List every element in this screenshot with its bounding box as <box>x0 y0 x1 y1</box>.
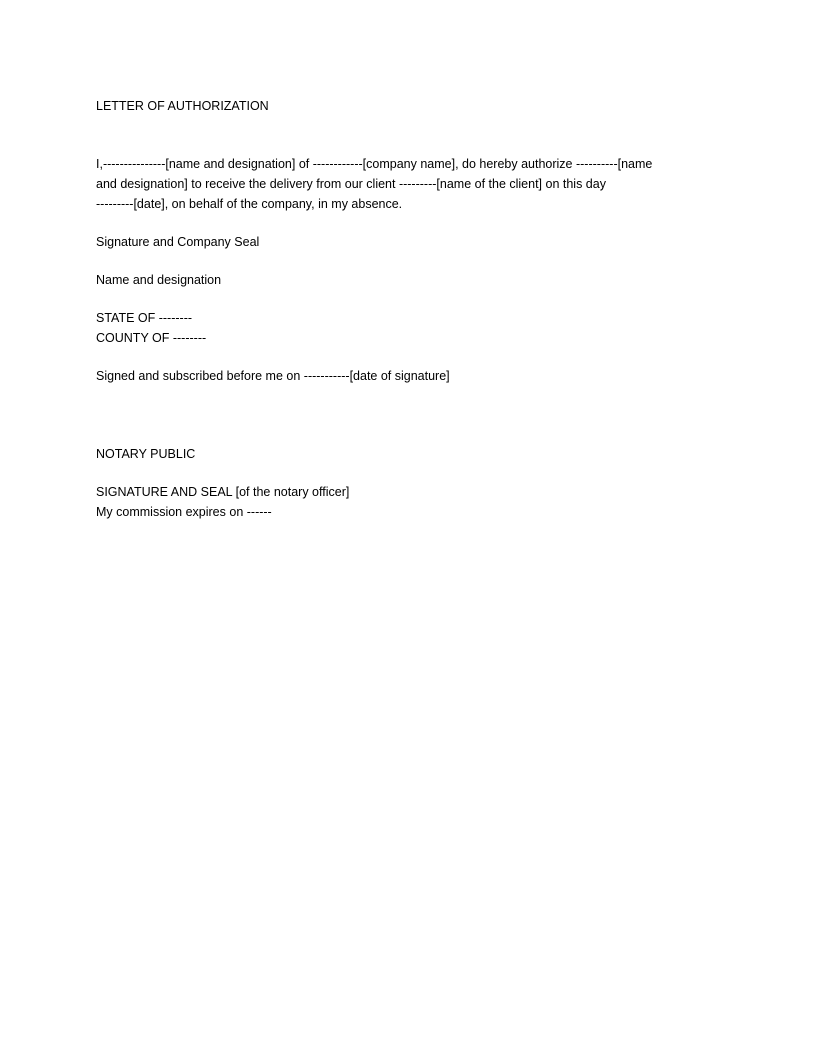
state-line: STATE OF -------- <box>96 311 193 325</box>
body-line-2: and designation] to receive the delivery from our client ---------[name of the client] on this day <box>96 177 606 191</box>
spacer <box>96 252 716 270</box>
spacer <box>96 386 716 444</box>
spacer <box>96 464 716 482</box>
county-line: COUNTY OF -------- <box>96 331 207 345</box>
authorization-paragraph <box>96 154 716 214</box>
spacer <box>96 214 716 232</box>
body-line-1: I,---------------[name and designation] of ------------[company name], do hereby authorize ----------[name <box>96 157 653 171</box>
notary-signature-line: SIGNATURE AND SEAL [of the notary officer] <box>96 485 350 499</box>
signed-subscribed-line: Signed and subscribed before me on -----------[date of signature] <box>96 369 450 383</box>
body-line-3: ---------[date], on behalf of the company, in my absence. <box>96 197 403 211</box>
signature-seal-line: Signature and Company Seal <box>96 235 260 249</box>
letter-content <box>96 96 716 522</box>
spacer <box>96 116 716 154</box>
spacer <box>96 348 716 366</box>
letter-title: LETTER OF AUTHORIZATION <box>96 99 269 113</box>
commission-expires-line: My commission expires on ------ <box>96 505 272 519</box>
spacer <box>96 290 716 308</box>
notary-public-heading: NOTARY PUBLIC <box>96 447 196 461</box>
name-designation-line: Name and designation <box>96 273 222 287</box>
